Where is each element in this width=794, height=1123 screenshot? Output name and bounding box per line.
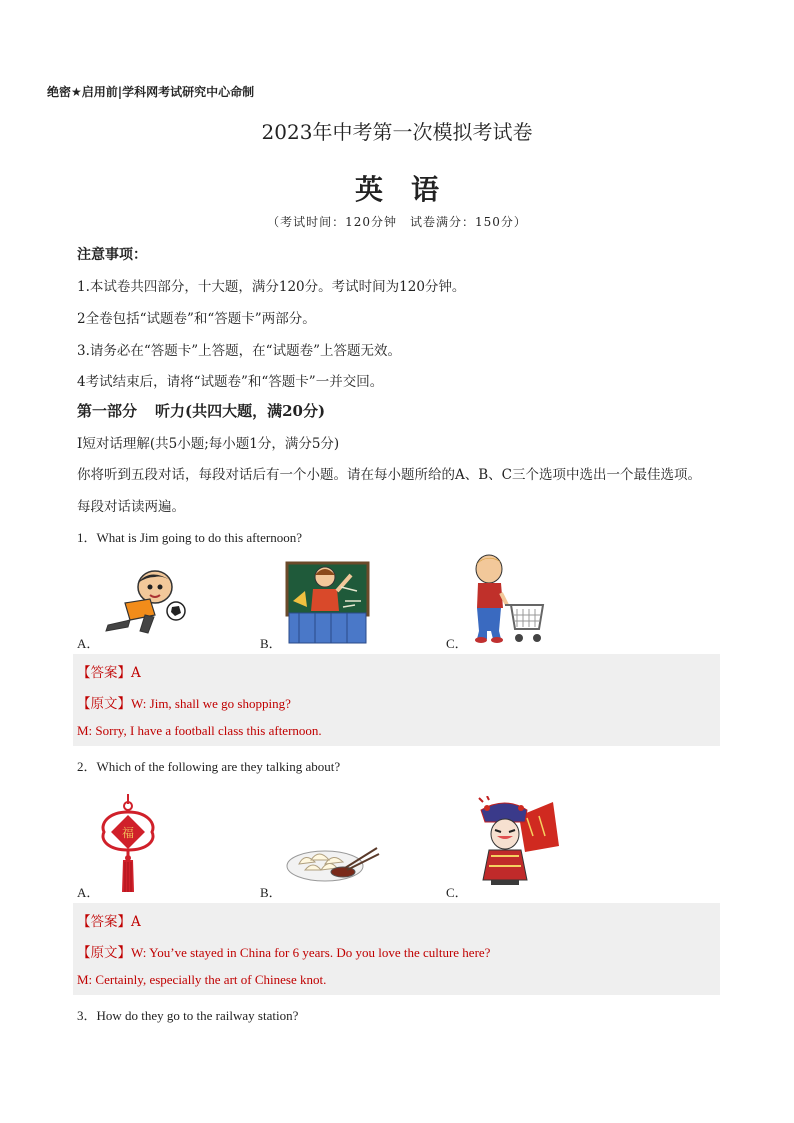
question-number: 3． <box>77 1008 97 1023</box>
option-label: A． <box>77 636 100 651</box>
dumplings-plate-image <box>285 838 380 882</box>
notes-heading: 注意事项： <box>77 247 147 263</box>
boy-teaching-at-blackboard-image <box>285 561 370 645</box>
original-line <box>77 692 291 712</box>
original-text: W: You’ve stayed in China for 6 years. Do you love the culture here? <box>131 945 491 960</box>
answer-mark: 【答案】 <box>77 665 131 681</box>
question-number: 2． <box>77 759 97 774</box>
answer-line <box>77 910 141 930</box>
instruction-line: 每段对话读两遍。 <box>77 499 185 515</box>
dialogue-continuation: M: Sorry, I have a football class this afternoon. <box>77 723 322 738</box>
boy-with-shopping-cart-image <box>465 553 545 645</box>
original-mark: 【原文】 <box>77 945 131 961</box>
question-3 <box>77 1005 298 1024</box>
option-label: C． <box>446 885 468 900</box>
confidential-label: 绝密★启用前|学科网考试研究中心命制 <box>47 85 255 99</box>
part-subtitle: 听力(共四大题，满20分) <box>155 402 326 420</box>
original-text: W: Jim, shall we go shopping? <box>131 696 291 711</box>
original-line <box>77 941 490 961</box>
answer-value: A <box>131 665 141 681</box>
chinese-knot-image <box>98 794 158 894</box>
option-label: A． <box>77 885 100 900</box>
instruction-line: 你将听到五段对话，每段对话后有一个小题。请在每小题所给的A、B、C三个选项中选出一个最佳选项。 <box>77 467 701 483</box>
exam-info: （考试时间：120分钟 试卷满分：150分） <box>267 215 527 229</box>
boy-kicking-football-image <box>100 565 190 635</box>
option-label: B． <box>260 636 282 651</box>
question-1 <box>77 527 302 546</box>
question-text: What is Jim going to do this afternoon? <box>96 530 302 545</box>
note-item: 3.请务必在“答题卡”上答题，在“试题卷”上答题无效。 <box>77 343 401 359</box>
note-item: 1.本试卷共四部分，十大题，满分120分。考试时间为120分钟。 <box>77 279 466 295</box>
answer-line <box>77 661 141 681</box>
peking-opera-figure-image <box>475 796 560 886</box>
option-label: B． <box>260 885 282 900</box>
svg-text:福: 福 <box>121 826 135 840</box>
question-text: How do they go to the railway station? <box>96 1008 299 1023</box>
exam-title: 2023年中考第一次模拟考试卷 <box>261 120 533 144</box>
option-label: C． <box>446 636 468 651</box>
part-heading <box>77 400 325 421</box>
answer-value: A <box>131 914 141 930</box>
part-title: 第一部分 <box>77 402 138 420</box>
subject-title: 英语 <box>354 173 467 206</box>
answer-mark: 【答案】 <box>77 914 131 930</box>
original-mark: 【原文】 <box>77 696 131 712</box>
note-item: 4考试结束后，请将“试题卷”和“答题卡”一并交回。 <box>77 374 384 390</box>
section-heading: Ⅰ短对话理解(共5小题;每小题1分，满分5分) <box>77 436 340 452</box>
note-item: 2全卷包括“试题卷”和“答题卡”两部分。 <box>77 311 316 327</box>
question-2 <box>77 756 340 775</box>
question-number: 1． <box>77 530 97 545</box>
dialogue-continuation: M: Certainly, especially the art of Chinese knot. <box>77 972 327 987</box>
question-text: Which of the following are they talking about? <box>96 759 341 774</box>
